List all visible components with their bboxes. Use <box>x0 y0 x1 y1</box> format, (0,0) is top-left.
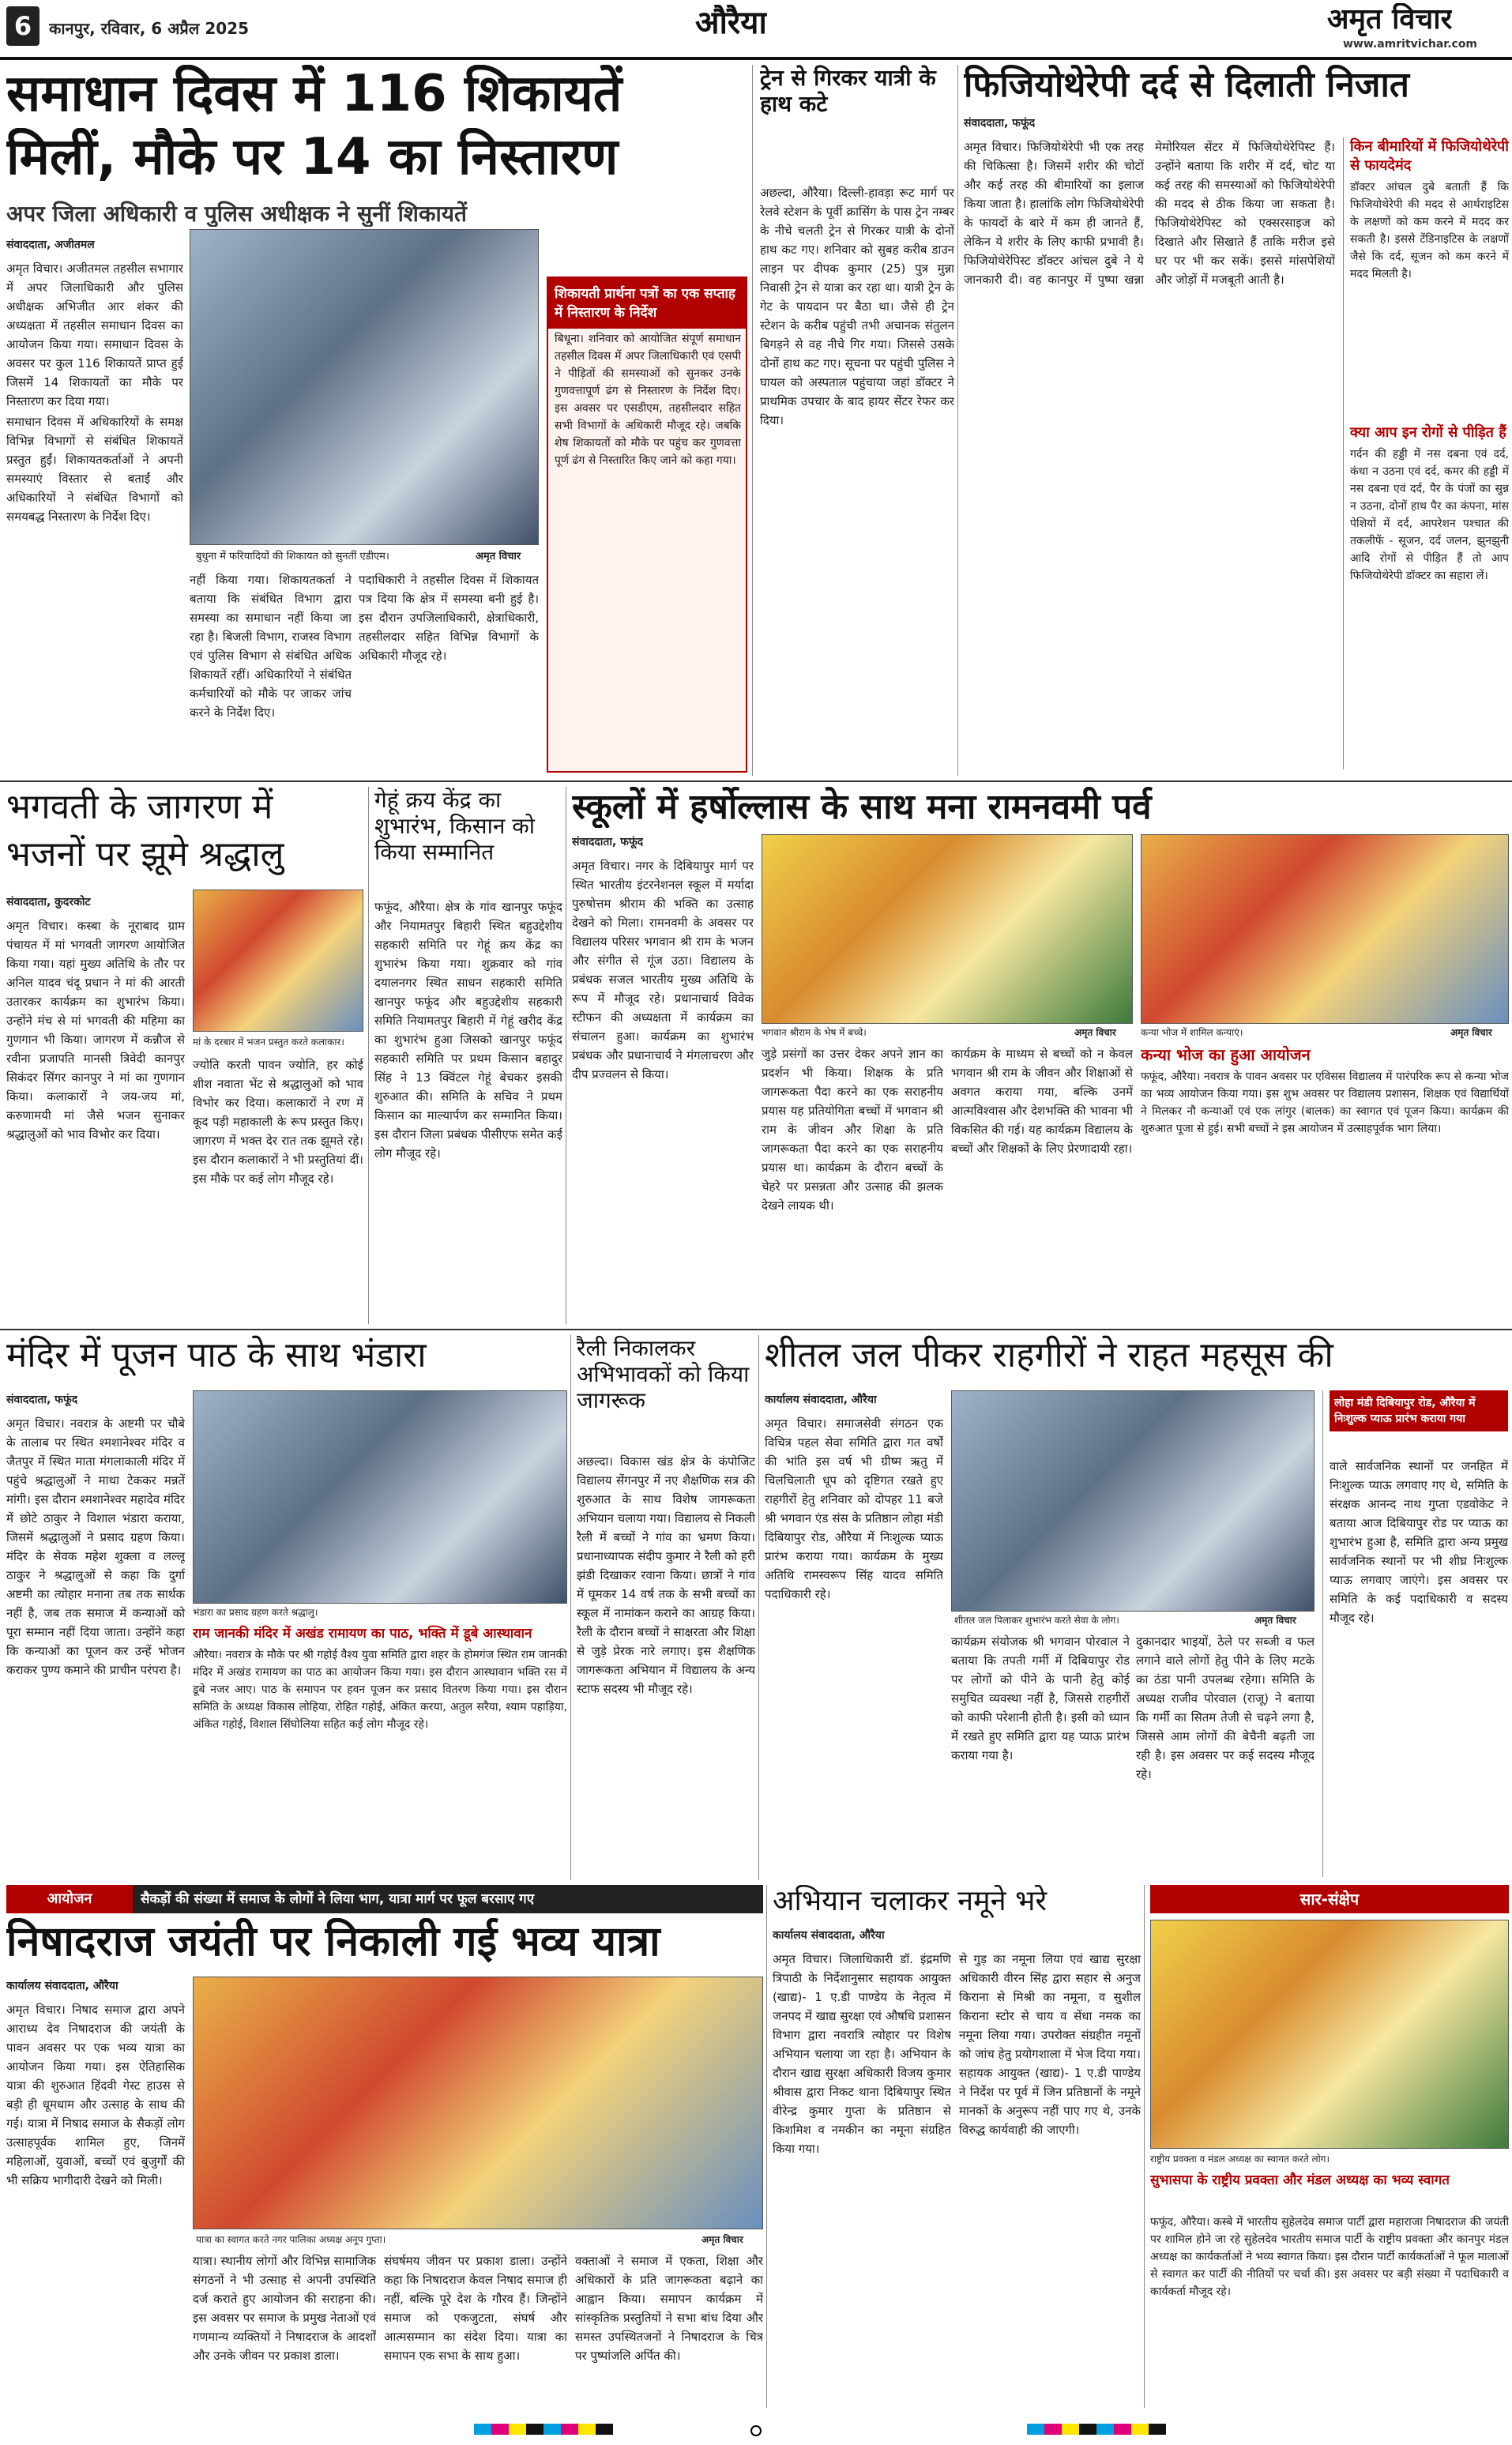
story-paragraph: अमृत विचार। अजीतमल तहसील सभागार में अपर जिलाधिकारी और पुलिस अधीक्षक अभिजीत आर शंकर की अध्यक्षता में तहसील समाधान दिवस का आयोजन किया गया। समाधान दिवस के अवसर पर कुल 116 शिकायतें प्राप्त हुई जिसमें 14 शिकायतों का मौके पर निस्तारण कर दिया गया। <box>6 261 183 408</box>
brief-headline: सुभासपा के राष्ट्रीय प्रवक्ता और मंडल अध्यक्ष का भव्य स्वागत <box>1150 2172 1450 2188</box>
photo-caption: भगवान श्रीराम के भेष में बच्चे। <box>762 1025 999 1039</box>
photo-caption: यात्रा का स्वागत करते नगर पालिका अध्यक्ष अनूप गुप्ता। <box>196 2232 591 2246</box>
column-rule <box>368 787 369 1324</box>
sidebar-body: डॉक्टर आंचल दुबे बताती हैं कि फिजियोथेरेपी की मदद से आर्थराइटिस के लक्षणों को कम करने में मदद कर सकती है। इससे टेंडिनाइटिस के लक्षणों जैसे कि दर्द, सूजन को कम करने में मदद मिलती है। <box>1350 181 1509 280</box>
story-train-accident <box>760 65 954 776</box>
sub-story-title: राम जानकी मंदिर में अखंड रामायण का पाठ, भक्ति में डूबे आस्थावान <box>193 1626 532 1642</box>
story-sbsp-welcome <box>1150 1885 1509 2408</box>
story-paragraph: पदाधिकारी ने तहसील दिवस में शिकायत पत्र दिया कि क्षेत्र में समस्या बनी हुई है। इस दौरान उपजिलाधिकारी, क्षेत्राधिकारी, तहसीलदार सहित विभिन्न विभागों के अधिकारी मौजूद रहे। <box>359 573 539 663</box>
story-body-col4: वक्ताओं ने समाज में एकता, शिक्षा और अधिकारों के प्रति जागरूकता बढ़ाने का आह्वान किया। समापन कार्यक्रम में सांस्कृतिक प्रस्तुतियों ने सभा बांध दिया और समस्त उपस्थितजनों ने निषादराज के चित्र पर पुष्पांजलि अर्पित की। <box>575 2254 763 2363</box>
photo-jagran-stage <box>193 890 363 1032</box>
column-rule <box>1144 1885 1145 2408</box>
photo-water-kiosk <box>951 1390 1315 1612</box>
sidebar-box <box>1343 137 1509 769</box>
story-ramnavami <box>572 787 1509 1324</box>
headline: रैली निकालकर अभिभावकों को किया जागरूक <box>577 1335 750 1414</box>
photo-caption: राष्ट्रीय प्रवक्ता व मंडल अध्यक्ष का स्वागत करते लोग। <box>1150 2152 1509 2165</box>
byline: संवाददाता, फफूंद <box>964 117 1036 130</box>
column-rule <box>758 1335 759 1880</box>
story-body: फफूंद, औरैया। क्षेत्र के गांव खानपुर फफूंद और नियामतपुर बिहारी स्थित बहुउद्देशीय सहकारी समिति पर गेहूं क्रय केंद्र का शुभारंभ किया गया। शुक्रवार को गांव दयालनगर स्थित साधन सहकारी समिति खानपुर फफूंद और बहुउद्देशीय सहकारी समिति नियामतपुर बिहारी में गेहूं खरीद केंद्र का शुभारंभ हुआ जिसको खानपुर फफूंद सहकारी समिति पर प्रथम किसान बहादुर सिंह ने 13 क्विंटल गेहूं बेचकर इसकी शुरुआत की। समिति के सचिव ने प्रथम किसान का माल्यार्पण कर सम्मानित किया। इस दौरान जिला प्रबंधक पीसीएफ समेत कई लोग मौजूद रहे। <box>374 900 562 1160</box>
photo-credit: अमृत विचार <box>1254 1615 1296 1626</box>
photo-kanya-bhoj <box>1141 834 1509 1024</box>
headline: स्कूलों में हर्षोल्लास के साथ मना रामनवमी पर्व <box>572 787 1152 827</box>
sidebar-box <box>1322 1390 1509 1877</box>
column-rule <box>957 65 958 776</box>
story-body-col3 <box>359 570 539 773</box>
photo-caption: मां के दरबार में भजन प्रस्तुत करते कलाकार। <box>193 1035 363 1048</box>
sub-story-kanya-bhoj <box>1141 1044 1509 1321</box>
section-tag-saar-sankshep: सार-संक्षेप <box>1150 1885 1509 1913</box>
story-body: अमृत विचार। नवरात्र के अष्टमी पर चौबे के तालाब पर स्थित श्मशानेश्वर मंदिर व जैतपुर में स्थित माता मंगलाकाली मंदिर में पहुंचे श्रद्धालुओं ने माथा टेककर मन्नतें मांगी। इस दौरान श्मशानेश्वर महादेव मंदिर में छोटे ठाकुर ने विशाल भंडारा कराया, जिसमें श्रद्धालुओं ने प्रसाद ग्रहण किया। मंदिर के सेवक महेश शुक्ला व लल्लू ठाकुर ने श्रद्धालुओं से कहा कि दुर्गा अष्टमी का त्योहार मनाना तब तक सार्थक नहीं है, जब तक समाज में कन्याओं को पूरा सम्मान नहीं दिया जाता। उन्होंने कहा कि कन्याओं का पूजन कर उन्हें भोजन कराकर पुण्य कमाने की प्राचीन परंपरा है। <box>6 1416 185 1677</box>
headline: फिजियोथेरेपी दर्द से दिलाती निजात <box>964 65 1409 105</box>
color-registration-bar <box>474 2424 613 2435</box>
headline-line-1: भगवती के जागरण में <box>6 787 273 827</box>
row-rule <box>0 1329 1512 1330</box>
sub-story-body: औरैया। नवरात्र के मौके पर श्री गहोई वैश्य युवा समिति द्वारा शहर के होमगंज स्थित राम जानकी मंदिर में अखंड रामायण का पाठ का आयोजन किया गया। इस दौरान आस्थावान भक्ति रस में डूबे नजर आए। पाठ के समापन पर हवन पूजन कर प्रसाद वितरण किया गया। इस दौरान समिति के अध्यक्ष विकास लोहिया, रोहित गहोई, अंकित करया, अतुल सरैया, श्याम पहाड़िया, अंकित गहोई, विशाल सिंघोलिया सहित कई लोग मौजूद रहे। <box>193 1649 567 1731</box>
story-physiotherapy <box>964 65 1509 776</box>
masthead-rule <box>0 57 1512 60</box>
photo-caption: शीतल जल पिलाकर शुभारंभ करते सेवा के लोग। <box>954 1613 1239 1627</box>
story-body-col1 <box>6 259 183 773</box>
sidebar-body: वाले सार्वजनिक स्थानों पर जनहित में निःशुल्क प्याऊ लगवाए गए थे, समिति के संरक्षक आनन्द नाथ गुप्ता एडवोकेट ने बताया आज दिबियापुर रोड पर प्याऊ का शुभारंभ हुआ है, समिति द्वारा अन्य प्रमुख सार्वजनिक स्थानों पर भी शीघ्र निःशुल्क प्याऊ लगवाए जाएंगे। इस अवसर पर समिति के कई पदाधिकारी व सदस्य मौजूद रहे। <box>1330 1459 1508 1625</box>
column-rule <box>570 1335 571 1880</box>
column-rule <box>752 65 753 776</box>
headline: मंदिर में पूजन पाठ के साथ भंडारा <box>6 1335 427 1375</box>
sub-story-akhand-ramayan <box>193 1624 567 1877</box>
photo-bhandara <box>193 1390 567 1604</box>
story-nishadraj-jayanti <box>6 1918 763 2408</box>
subhead: अपर जिला अधिकारी व पुलिस अधीक्षक ने सुनीं शिकायतें <box>6 201 467 227</box>
story-body: अछल्दा। विकास खंड क्षेत्र के कंपोजिट विद्यालय सेंगनपुर में नए शैक्षणिक सत्र की शुरुआत के साथ विशेष जागरूकता अभियान चलाया गया। विद्यालय से निकली रैली में बच्चों ने गांव का भ्रमण किया। प्रधानाध्यापक संदीप कुमार ने रैली को हरी झंडी दिखाकर रवाना किया। छात्रों ने गांव में घूमकर 14 वर्ष तक के सभी बच्चों का स्कूल में नामांकन कराने का आग्रह किया। रैली के दौरान बच्चों ने साक्षरता और शिक्षा से जुड़े प्रेरक नारे लगाए। इस शैक्षणिक जागरूकता अभियान में विद्यालय के अन्य स्टाफ सदस्य भी मौजूद रहे। <box>577 1454 755 1696</box>
story-paragraph: समाधान दिवस में अधिकारियों के समक्ष विभिन्न विभागों से संबंधित शिकायतें प्रस्तुत हुईं। शिकायतकर्ताओं ने अपनी समस्याएं विस्तार से बताईं और अधिकारियों ने संबंधित विभागों को समयबद्ध निस्तारण के निर्देश दिए। <box>6 415 183 524</box>
story-body-col3: संघर्षमय जीवन पर प्रकाश डाला। उन्होंने कहा कि निषादराज केवल निषाद समाज ही नहीं, बल्कि पूरे देश के गौरव हैं। जिन्होंने समाज को एकजुटता, संघर्ष और आत्मसम्मान का संदेश दिया। यात्रा का समापन एक सभा के साथ हुआ। <box>384 2254 567 2363</box>
story-body-col2: जुड़े प्रसंगों का उत्तर देकर अपने ज्ञान का प्रदर्शन भी किया। शिक्षक के प्रति जागरूकता पैदा करने का एक सराहनीय प्रयास यह प्रतियोगिता बच्चों में भगवान श्री राम के जीवन और शिक्षा के प्रति जागरूकता पैदा करने का एक सराहनीय प्रयास था। कार्यक्रम के दौरान बच्चों के चेहरे पर प्रसन्नता और उत्साह की झलक देखने लायक थी। <box>762 1047 943 1213</box>
photo-caption: बुधुना में फरियादियों की शिकायत को सुनतीं एडीएम। <box>196 548 433 562</box>
section-title: औरैया <box>695 5 767 41</box>
story-body: अछल्दा, औरैया। दिल्ली-हावड़ा रूट मार्ग पर रेलवे स्टेशन के पूर्वी क्रासिंग के पास ट्रेन नम्बर के नीचे चलती ट्रेन से गिरकर यात्री के दोनों हाथ कट गए। शनिवार को सुबह करीब डाउन लाइन पर दीपक कुमार (25) पुत्र मुन्ना निवासी ट्रेन से यात्रा कर रहा था। यात्री ट्रेन के गेट के पायदान पर बैठा था। जैसे ही ट्रेन स्टेशन के करीब पहुंची तभी अचानक संतुलन बिगड़ने से वह नीचे गिर गया। जिससे उसके दोनों हाथ कट गए। सूचना पर पहुंची पुलिस ने घायल को अस्पताल पहुंचाया जहां डॉक्टर ने प्राथमिक उपचार के बाद हायर सेंटर रेफर कर दिया। <box>760 186 954 427</box>
photo-adm-hearing <box>190 229 539 545</box>
story-body-col1: अमृत विचार। जिलाधिकारी डॉ. इंद्रमणि त्रिपाठी के निर्देशानुसार सहायक आयुक्त (खाद्य)- 1 ए.डी पाण्डेय के नेतृत्व में जनपद में खाद्य सुरक्षा एवं औषधि प्रशासन विभाग द्वारा नवरात्रि त्योहार पर विशेष अभियान चलाया जा रहा है। अभियान के दौरान खाद्य सुरक्षा अधिकारी विजय कुमार श्रीवास द्वारा निकट थाना दिबियापुर स्थित वीरेन्द्र कुमार गुप्ता के प्रतिष्ठान से किशमिश व नमकीन का नमूना संग्रहित किया गया। <box>773 1952 951 2156</box>
story-wheat-purchase <box>374 787 562 1324</box>
story-awareness-rally <box>577 1335 755 1880</box>
story-samadhan-diwas <box>6 65 749 776</box>
brief-body: फफूंद, औरैया। कस्बे में भारतीय सुहेलदेव समाज पार्टी द्वारा महाराजा निषादराज की जयंती पर शामिल होने जा रहे सुहेलदेव भारतीय समाज पार्टी के राष्ट्रीय प्रवक्ता और कानपुर मंडल अध्यक्ष का कार्यकर्ताओं ने भव्य स्वागत किया। इस दौरान पार्टी कार्यकर्ताओं ने फूल मालाओं से स्वागत कर पार्टी की नीतियों पर चर्चा की। इस अवसर पर बड़ी संख्या में पदाधिकारी व कार्यकर्ता मौजूद रहे। <box>1150 2216 1509 2298</box>
photo-caption: भंडारा का प्रसाद ग्रहण करते श्रद्धालु। <box>193 1605 509 1619</box>
photo-children-as-ram <box>762 834 1133 1024</box>
sidebar-title: लोहा मंडी दिबियापुर रोड, औरैया में निःशुल्क प्याऊ प्रारंभ कराया गया <box>1330 1390 1508 1431</box>
story-body-col1: अमृत विचार। कस्बा के नूराबाद ग्राम पंचायत में मां भगवती जागरण आयोजित किया गया। यहां मुख्य अतिथि के तौर पर अनिल यादव चंदू प्रधान ने मां की आरती उतारकर कार्यक्रम का शुभारंभ किया। उन्होंने मंच से मां भगवती की महिमा का गुणगान भी किया। जागरण में कन्नौज से रवीना प्रजापति मानसी त्रिवेदी कानपुर सिकंदर सिंगर कानपुर ने मां का गुणगान किया। कलाकारों ने जय-जय मां, करुणामयी मां जैसे भजन सुनाकर श्रद्धालुओं को भाव विभोर कर दिया। <box>6 919 185 1142</box>
story-temple-bhandara <box>6 1335 567 1880</box>
headline: अभियान चलाकर नमूने भरे <box>773 1885 1047 1917</box>
page-number: 6 <box>13 11 32 41</box>
info-box-complaints <box>547 276 747 773</box>
story-body-col1: अमृत विचार। निषाद समाज द्वारा अपने आराध्य देव निषादराज की जयंती के पावन अवसर पर एक भव्य यात्रा का आयोजन किया गया। इस ऐतिहासिक यात्रा की शुरुआत हिंदवी गेस्ट हाउस से बड़ी ही धूमधाम और उत्साह के साथ की गई। यात्रा में निषाद समाज के सैकड़ों लोग उत्साहपूर्वक शामिल हुए, जिनमें महिलाओं, युवाओं, बच्चों एवं बुजुर्गों की भी सक्रिय भागीदारी देखने को मिली। <box>6 2003 185 2187</box>
headline: निषादराज जयंती पर निकाली गई भव्य यात्रा <box>6 1918 660 1965</box>
info-box-title: शिकायती प्रार्थना पत्रों का एक सप्ताह में निस्तारण के निर्देश <box>548 278 746 329</box>
story-bhagwati-jagran <box>6 787 363 1324</box>
site-url: www.amritvichar.com <box>1343 38 1478 51</box>
registration-mark-icon <box>750 2425 762 2436</box>
row-rule <box>0 781 1512 782</box>
story-body-col2: यात्रा। स्थानीय लोगों और विभिन्न सामाजिक संगठनों ने भी उत्साह से अपनी उपस्थिति दर्ज कराते हुए आयोजन की सराहना की। इस अवसर पर समाज के प्रमुख नेताओं एवं गणमान्य व्यक्तियों ने निषादराज के आदर्शों और उनके जीवन पर प्रकाश डाला। <box>193 2254 376 2363</box>
headline: शीतल जल पीकर राहगीरों ने राहत महसूस की <box>765 1335 1333 1375</box>
story-body-col1: अमृत विचार। नगर के दिबियापुर मार्ग पर स्थित भारतीय इंटरनेशनल स्कूल में मर्यादा पुरुषोत्तम श्रीराम की भक्ति का उत्साह देखने को मिला। रामनवमी के अवसर पर विद्यालय परिसर भगवान श्री राम के भजन और संगीत से गूंज उठा। विद्यालय के प्रबंधक सजल भारतीय मुख्य अतिथि के रूप में मौजूद रहे। प्रधानाचार्य विवेक स्टीफन की अध्यक्षता में कार्यक्रम का संचालन हुआ। कार्यक्रम का शुभारंभ प्रबंधक और प्रधानाचार्य ने मंगलाचरण और दीप प्रज्वलन से किया। <box>572 859 754 1081</box>
sub-story-title: कन्या भोज का हुआ आयोजन <box>1141 1045 1311 1064</box>
story-body-col1: अमृत विचार। समाजसेवी संगठन एक विचित्र पहल सेवा समिति द्वारा गत वर्षों की भांति इस वर्ष भी ग्रीष्म ऋतु में चिलचिलाती धूप को दृष्टिगत रखते हुए राहगीरों हेतु शनिवार को दोपहर 11 बजे श्री भगवान एंड संस के प्रतिष्ठान लोहा मंडी दिबियापुर रोड, औरैया में निःशुल्क प्याऊ प्रारंभ कराया गया। कार्यक्रम के मुख्य अतिथि रामस्वरूप सिंह यादव समिति पदाधिकारी रहे। <box>765 1416 943 1601</box>
photo-sbsp-welcome <box>1150 1920 1509 2149</box>
column-rule <box>766 1885 767 2408</box>
headline: ट्रेन से गिरकर यात्री के हाथ कटे <box>760 65 936 118</box>
byline: संवाददाता, फफूंद <box>572 836 644 848</box>
photo-nishadraj-procession <box>193 1977 763 2229</box>
story-body-col2: कार्यक्रम संयोजक श्री भगवान पोरवाल ने बताया कि तपती गर्मी में दिबियापुर रोड पर लोगों को पीने के पानी हेतु कोई समुचित व्यवस्था नहीं है, जिससे राहगीरों को काफी परेशानी होती है। इसी को ध्यान में रखते हुए समिति द्वारा यह प्याऊ प्रारंभ कराया गया है। <box>951 1634 1130 1762</box>
sidebar-body-2: गर्दन की हड्डी में नस दबना एवं दर्द, कंधा न उठना एवं दर्द, कमर की हड्डी में नस दबना एवं दर्द, पैर के पंजों का सुन्न न उठना, दोनों हाथ पैर का कंपना, मांस पेशियों में दर्द, आपरेशन पश्चात की तकलीफें - सूजन, दर्द जलन, झुनझुनी आदि रोगों से पीड़ित हैं तो आप फिजियोथेरेपी डॉक्टर का सहारा लें। <box>1350 448 1509 582</box>
byline: संवाददाता, अजीतमल <box>6 239 95 251</box>
story-paragraph: नहीं किया गया। शिकायतकर्ता ने बताया कि संबंधित विभाग द्वारा समस्या का समाधान नहीं किया जा रहा है। बिजली विभाग, राजस्व विभाग एवं पुलिस विभाग से संबंधित अधिक शिकायतें रहीं। अधिकारियों ने संबंधित कर्मचारियों को मौके पर जाकर जांच करने के निर्देश दिए। <box>190 573 352 720</box>
byline: कार्यालय संवाददाता, औरैया <box>6 1980 118 1992</box>
byline: संवाददाता, फफूंद <box>6 1394 78 1406</box>
photo-credit: अमृत विचार <box>1074 1027 1116 1038</box>
story-body-col3: कार्यक्रम के माध्यम से बच्चों को न केवल भगवान श्री राम के जीवन और शिक्षाओं से अवगत कराया गया, बल्कि उनमें आत्मविश्वास और देशभक्ति की भावना भी विकसित की गई। यह कार्यक्रम विद्यालय के बच्चों और शिक्षकों के लिए प्रेरणादायी रहा। <box>951 1047 1133 1156</box>
story-water-kiosk <box>765 1335 1509 1880</box>
issue-date: कानपुर, रविवार, 6 अप्रैल 2025 <box>49 19 249 38</box>
band-tag: आयोजन <box>6 1885 133 1913</box>
byline: कार्यालय संवाददाता, औरैया <box>773 1929 885 1942</box>
byline: संवाददाता, कुदरकोट <box>6 896 91 908</box>
photo-credit: अमृत विचार <box>476 548 521 562</box>
photo-credit: अमृत विचार <box>1450 1027 1492 1038</box>
photo-caption: कन्या भोज में शामिल कन्याएं। <box>1141 1025 1378 1039</box>
brand-logo: अमृत विचार <box>1327 3 1453 36</box>
info-box-body: बिधूना। शनिवार को आयोजित संपूर्ण समाधान तहसील दिवस में अपर जिलाधिकारी एवं एसपी ने पीड़ितों की समस्याओं को सुनकर उनके गुणवत्तापूर्ण ढंग से निस्तारण के निर्देश दिए। इस अवसर पर एसडीएम, तहसीलदार सहित सभी विभागों के अधिकारी मौजूद रहे। जबकि शेष शिकायतों को मौके पर पहुंच कर गुणवत्ता पूर्ण ढंग से निस्तारित किए जाने को कहा गया। <box>555 333 741 467</box>
headline: गेहूं क्रय केंद्र का शुभारंभ, किसान को किया सम्मानित <box>374 787 536 866</box>
story-food-samples <box>773 1885 1141 2408</box>
sub-story-body: फफूंद, औरैया। नवरात्र के पावन अवसर पर एविसस विद्यालय में पारंपरिक रूप से कन्या भोज का भव्य आयोजन किया गया। इस शुभ अवसर पर विद्यालय प्रशासन, शिक्षक एवं विद्यार्थियों ने मिलकर नौ कन्याओं एवं एक लांगुर (बालक) का स्वागत एवं पूजन किया। कार्यक्रम की शुरुआत पूजा से हुई। सभी बच्चों ने इस आयोजन में उत्साहपूर्वक भाग लिया। <box>1141 1070 1509 1135</box>
page-number-badge <box>6 6 39 46</box>
event-band <box>6 1885 763 1913</box>
photo-credit: अमृत विचार <box>701 2234 743 2245</box>
story-body-col2: ज्योति करती पावन ज्योति, हर कोई शीश नवाता भेंट से श्रद्धालुओं को भाव विभोर कर दिया। कलाकारों ने रण में कूद पड़ी महाकाली के रूप प्रस्तुत किए। जागरण में भक्त देर रात तक झूमते रहे। इस दौरान कलाकारों ने भी प्रस्तुतियां दीं। इस मौके पर कई लोग मौजूद रहे। <box>193 1058 363 1186</box>
story-body-col2 <box>190 570 352 773</box>
sidebar-title: किन बीमारियों में फिजियोथेरेपी से फायदेमंद <box>1350 138 1509 174</box>
story-body: अमृत विचार। फिजियोथेरेपी भी एक तरह की चिकित्सा है। जिसमें शरीर की चोटों और कई तरह की बीमारियों का इलाज किया जाता है। हालांकि लोग फिजियोथेरेपी के फायदों के बारे में कम ही जानते हैं, लेकिन ये शरीर के लिए काफी प्रभावी है। फिजियोथेरेपिस्ट डॉक्टर आंचल दुबे ने ये जानकारी दी। वह कानपुर में पुष्पा खन्ना मेमोरियल सेंटर में फिजियोथेरेपिस्ट हैं। उन्होंने बताया कि शरीर में दर्द, चोट या कई तरह की समस्याओं को फिजियोथेरेपी की मदद से ठीक किया जा सकता है। फिजियोथेरेपिस्ट को एक्सरसाइज को दिखाते और सिखाते हैं ताकि मरीज इसे घर पर भी कर सकें। इससे मांसपेशियों और जोड़ों में मजबूती आती है। <box>964 140 1335 287</box>
band-tagline: सैकड़ों की संख्या में समाज के लोगों ने लिया भाग, यात्रा मार्ग पर फूल बरसाए गए <box>141 1891 535 1907</box>
masthead <box>0 0 1512 54</box>
story-body-col3: दुकानदार भाइयों, ठेले पर सब्जी व फल लगाने वाले लोगों हेतु पीने के लिए मटके का ठंडा पानी उपलब्ध रहेगा। समिति के अध्यक्ष राजीव पोरवाल (राजू) ने बताया कि गर्मी का सितम तेजी से चढ़ने लगा है, जिससे आम लोगों की बेचैनी बढ़ती जा रही है। इस अवसर पर कई सदस्य मौजूद रहे। <box>1136 1634 1315 1781</box>
color-registration-bar <box>1027 2424 1166 2435</box>
headline-line-2: भजनों पर झूमे श्रद्धालु <box>6 834 284 875</box>
headline-line-1: समाधान दिवस में 116 शिकायतें <box>6 65 622 123</box>
story-body-col2: से गुड़ का नमूना लिया एवं खाद्य सुरक्षा अधिकारी वीरन सिंह द्वारा सहार से अनुज किराना से मिश्री का नमूना, व सुशील किराना स्टोर से चाय व सेंधा नमक का नमूना लिया गया। उपरोक्त संग्रहीत नमूनों को जांच हेतु प्रयोगशाला में भेज दिया गया। सहायक आयुक्त (खाद्य)- 1 ए.डी पाण्डेय ने निर्देश पर पूर्व में जिन प्रतिष्ठानों के नमूने मानकों के अनुरूप नहीं पाए गए थे, उनके विरुद्ध कार्यवाही की जाएगी। <box>959 1952 1141 2137</box>
sidebar-title-2: क्या आप इन रोगों से पीड़ित हैं <box>1350 424 1506 441</box>
headline-line-2: मिलीं, मौके पर 14 का निस्तारण <box>6 128 619 186</box>
byline: कार्यालय संवाददाता, औरैया <box>765 1394 877 1406</box>
